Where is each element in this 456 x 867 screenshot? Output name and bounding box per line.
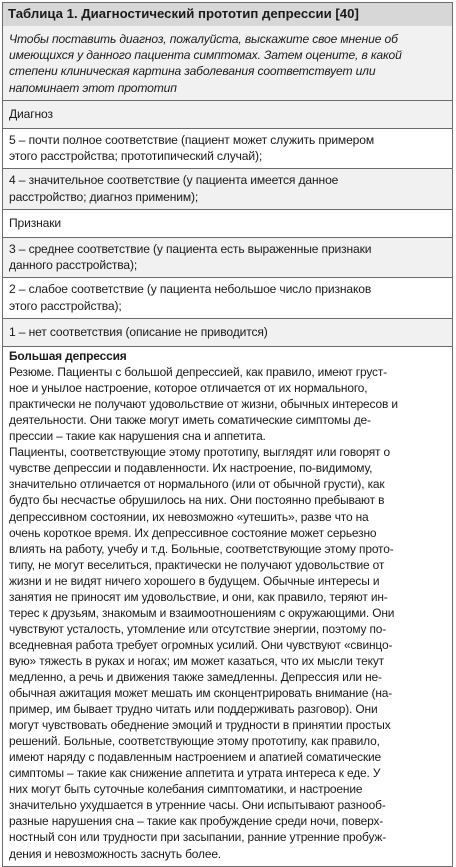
major-depression-line: дения и невозможность заснуть более.	[9, 846, 221, 861]
rating-5-cell	[2, 129, 453, 169]
major-depression-line: вседневная работа требует огромных усилий. Они чувствуют «свинцо-	[9, 637, 393, 652]
major-depression-line: Резюме. Пациенты с большой депрессией, как правило, имеют груст-	[9, 365, 387, 380]
major-depression-line: симптомы – такие как снижение аппетита и утрата интереса к еде. У	[9, 766, 381, 781]
major-depression-line: значительно отличается от нормального (или от обычной грусти), как	[9, 477, 385, 492]
major-depression-line: чувствуют усталость, утомление или отсутствие энергии, поэтому по-	[9, 621, 387, 636]
section-signs-cell	[2, 210, 453, 238]
major-depression-line: Пациенты, соответствующие этому прототипу, выглядят или говорят о	[9, 445, 391, 460]
major-depression-line: влиять на работу, учебу и т.д. Больные, соответствующие этому прото-	[9, 541, 394, 556]
major-depression-line: очень короткое время. Их депрессивное состояние может серьезно	[9, 525, 377, 540]
major-depression-line: деятельности. Они также могут иметь соматические симптомы де-	[9, 413, 371, 428]
intro-line: Чтобы поставить диагноз, пожалуйста, выскажите свое мнение об	[9, 32, 398, 46]
major-depression-line: практически не получают удовольствие от жизни, обычных интересов и	[9, 397, 398, 412]
major-depression-line: решений. Больные, соответствующие этому прототипу, как правило,	[9, 734, 380, 749]
major-depression-text	[9, 364, 446, 861]
rating-3-line: 3 – среднее соответствие (у пациента есть выраженные признаки	[9, 242, 372, 257]
intro-line: имеющихся у данного пациента симптомах. Затем оцените, в какой	[9, 48, 402, 63]
table-title: Таблица 1. Диагностический прототип депрессии [40]	[2, 2, 453, 26]
major-depression-line: депрессивном состоянии, их невозможно «утешить», разве что на	[9, 509, 369, 524]
major-depression-line: медленно, а речь и движения также замедленны. Депрессия или не-	[9, 669, 382, 684]
rating-1-cell	[2, 319, 453, 347]
rating-4-line: расстройство; диагноз применим);	[9, 189, 199, 204]
major-depression-line: разные нарушения сна – такие как пробуждение среди ночи, поверх-	[9, 814, 384, 829]
rating-5-line: этого расстройства; прототипический случай);	[9, 149, 263, 164]
rating-1-line: 1 – нет соответствия (описание не приводится)	[9, 324, 268, 339]
rating-3-cell	[2, 238, 453, 278]
major-depression-line: вую» тяжесть в руках и ногах; им может казаться, что их мысли текут	[9, 653, 384, 668]
section-diagnosis-cell	[2, 101, 453, 129]
rating-3-line: данного расстройства);	[9, 258, 138, 273]
intro-cell	[2, 26, 453, 101]
major-depression-line: жизни и не видят ничего хорошего в будущем. Обычные интересы и	[9, 573, 380, 588]
major-depression-line: чувстве депрессии и подавленности. Их настроение, по-видимому,	[9, 461, 373, 476]
diagnostic-prototype-table	[2, 2, 453, 861]
major-depression-line: занятия не приносят им удовольствие, и они, как правило, теряют ин-	[9, 589, 388, 604]
major-depression-line: имеют наряду с подавленным настроением и апатией соматические	[9, 750, 382, 765]
rating-4-cell	[2, 169, 453, 209]
rating-2-cell	[2, 278, 453, 318]
major-depression-line: обычная ажитация может мешать им сконцентрировать внимание (на-	[9, 686, 393, 701]
major-depression-line: значительно ухудшается в утренние часы. Они испытывают разнооб-	[9, 798, 386, 813]
major-depression-line: будто бы несчастье обрушилось на них. Они постоянно пребывают в	[9, 493, 385, 508]
major-depression-line: пример, им бывает трудно читать или поддерживать разговор). Они	[9, 702, 378, 717]
rating-2-line: 2 – слабое соответствие (у пациента небольшое число признаков	[9, 282, 372, 297]
major-depression-line: терес к друзьям, знакомым и взаимоотношениям с окружающими. Они	[9, 605, 395, 620]
rating-5-line: 5 – почти полное соответствие (пациент может служить примером	[9, 133, 374, 148]
major-depression-line: типу, не могут веселиться, практически не получают удовольствие от	[9, 557, 385, 572]
section-diagnosis-label: Диагноз	[9, 106, 53, 121]
major-depression-line: ностный сон или трудности при засыпании, ранние утренние пробуж-	[9, 830, 387, 845]
intro-line: степени клиническая картина заболевания соответствует или	[9, 64, 376, 79]
major-depression-title: Большая депрессия	[9, 349, 127, 364]
section-signs-label: Признаки	[9, 215, 61, 230]
intro-line: напоминает этот прототип	[9, 80, 177, 95]
major-depression-line: прессии – такие как нарушения сна и аппетита.	[9, 429, 266, 444]
major-depression-line: могут чувствовать обеднение эмоций и трудности в принятии простых	[9, 718, 391, 733]
major-depression-line: ное и унылое настроение, которое отличается от их нормального,	[9, 381, 368, 396]
rating-2-line: этого расстройства);	[9, 298, 122, 313]
rating-4-line: 4 – значительное соответствие (у пациента имеется данное	[9, 173, 339, 188]
major-depression-line: них могут быть суточные колебания симптоматики, и настроение	[9, 782, 363, 797]
major-depression-cell	[2, 347, 453, 867]
